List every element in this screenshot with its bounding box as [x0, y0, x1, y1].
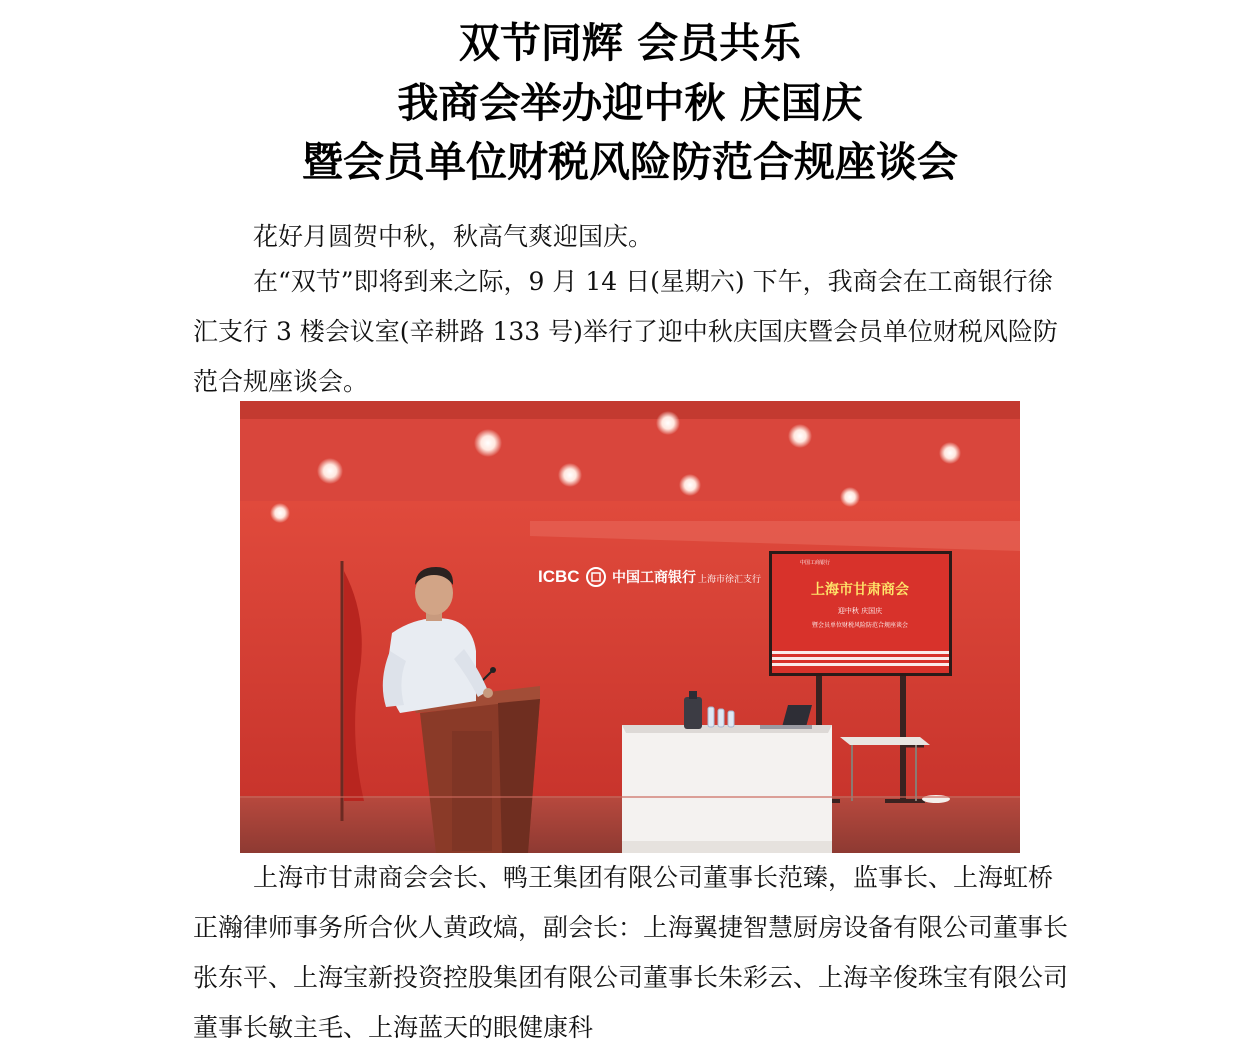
screen-line-1: 迎中秋 庆国庆: [837, 607, 883, 615]
event-photo: [240, 401, 1020, 853]
wall-sign-brand: ICBC: [538, 567, 580, 586]
screen-header: 中国工商银行: [800, 560, 831, 566]
paragraph-attendees: 上海市甘肃商会会长、鸭王集团有限公司董事长范臻，监事长、上海虹桥正瀚律师事务所合伙人黄政熇，副会长：上海翼捷智慧厨房设备有限公司董事长张东平、上海宝新投资控股集团有限公司董事长朱彩云、上海辛俊珠宝有限公司董事长敏主毛、上海蓝天的眼健康科: [193, 863, 1069, 1042]
title-line-1: 双节同辉 会员共乐: [458, 19, 802, 67]
screen-title: 上海市甘肃商会: [811, 582, 909, 598]
title-line-3: 暨会员单位财税风险防范合规座谈会: [302, 138, 958, 186]
wall-sign-bank: 中国工商银行: [612, 570, 696, 586]
wall-sign-branch: 上海市徐汇支行: [698, 575, 762, 585]
event-photo-illustration: [240, 401, 1020, 853]
title-line-2: 我商会举办迎中秋 庆国庆: [397, 79, 863, 127]
paragraph-greeting: 花好月圆贺中秋，秋高气爽迎国庆。: [253, 222, 654, 251]
screen-line-2: 暨会员单位财税风险防范合规座谈会: [811, 622, 909, 629]
paragraph-event-intro: 在“双节”即将到来之际，9 月 14 日(星期六) 下午，我商会在工商银行徐汇支行 3 楼会议室(辛耕路 133 号)举行了迎中秋庆国庆暨会员单位财税风险防范合规座谈会。: [193, 267, 1058, 396]
